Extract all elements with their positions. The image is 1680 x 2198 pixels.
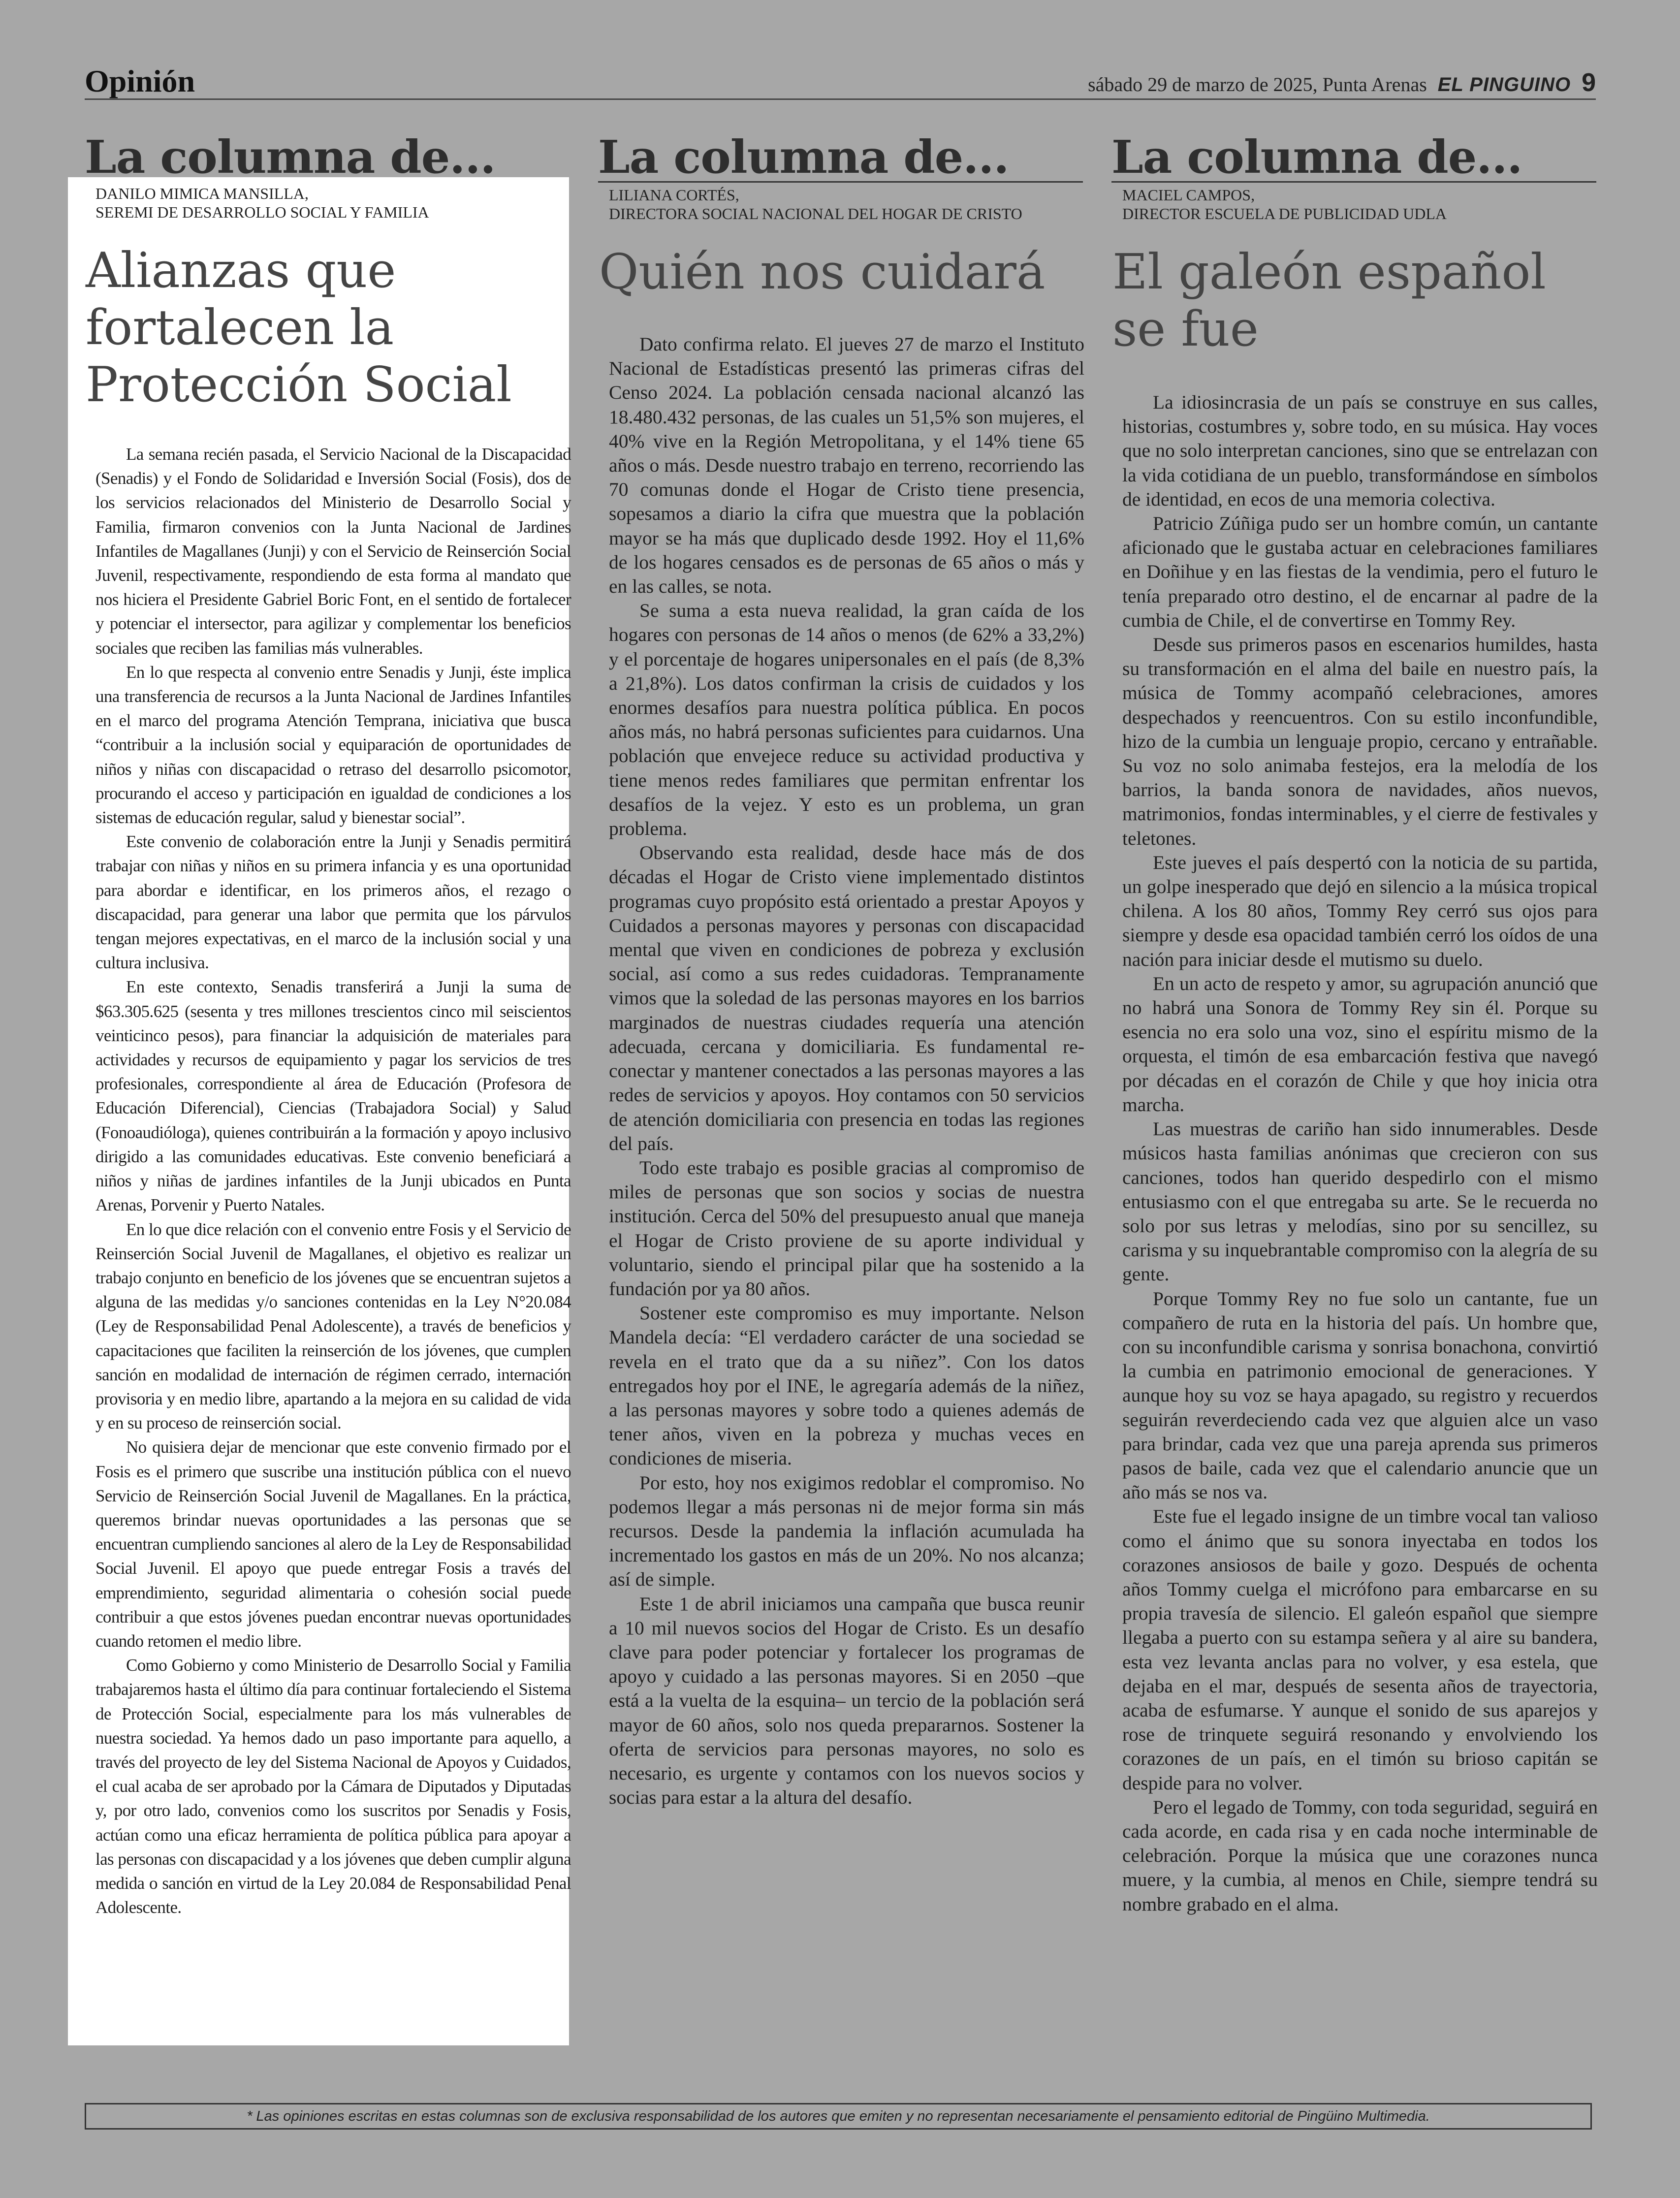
author-name: DANILO MIMICA MANSILLA, bbox=[95, 185, 309, 202]
paragraph: En un acto de respeto y amor, su agrupación anunció que no habrá una Sonora de Tommy Rey sin él. Porque su esencia no era solo una voz, sino el espíritu mismo de la orquesta, el timón de esa embarcación festiva que navegó por décadas en el corazón de Chile y que hoy inicia otra marcha. bbox=[1122, 972, 1598, 1115]
headline: El galeón español se fue bbox=[1112, 244, 1546, 357]
newspaper-name: EL PINGUINO bbox=[1437, 74, 1571, 96]
paragraph: Este fue el legado insigne de un timbre vocal tan valioso como el ánimo que su sonora inyectaba en todos los corazones ansiosos de baile y gozo. Después de ochenta años Tommy cuelga el micrófono para embarcarse en su propia travesía de silencio. El galeón español que siempre llegaba a puerto con su estampa señera y al aire su bandera, esta vez levanta anclas para no volver, y esa estela, que dejaba en el mar, después de sesenta años de trayectoria, acaba de esfumarse. Y aunque el sonido de sus aparejos y rose de trinquete seguirá resonando y envolviendo los corazones de un país, en el timón su brioso capitán se despide para no volver. bbox=[1122, 1505, 1598, 1794]
date-line: sábado 29 de marzo de 2025, Punta Arenas bbox=[1088, 73, 1427, 96]
paragraph: Sostener este compromiso es muy importante. Nelson Mandela decía: “El verdadero carácter de una sociedad se revela en el trato que da a su niñez”. Con los datos entregados hoy por el INE, le agregaría además de la niñez, a las personas mayores y sobre todo a quienes además de tener años, viven en la pobreza y muchas veces en condiciones de miseria. bbox=[609, 1302, 1084, 1469]
headline: Quién nos cuidará bbox=[599, 244, 1046, 300]
paragraph: Como Gobierno y como Ministerio de Desarrollo Social y Familia trabajaremos hasta el último día para continuar fortaleciendo el Sistema de Protección Social, especialmente para los más vulnerables de nuestra sociedad. Ya hemos dado un paso importante para aquello, a través del proyecto de ley del Sistema Nacional de Apoyos y Cuidados, el cual acaba de ser aprobado por la Cámara de Diputados y Diputadas y, por otro lado, convenios como los suscritos por Senadis y Fosis, actúan como una eficaz herramienta de política pública para apoyar a las personas con discapacidad y a los jóvenes que deben cumplir alguna medida o sanción en virtud de la Ley 20.084 de Responsabilidad Penal Adolescente. bbox=[95, 1656, 571, 1917]
column-1 bbox=[85, 130, 577, 1919]
article-body bbox=[1111, 390, 1604, 1916]
paragraph: Observando esta realidad, desde hace más de dos décadas el Hogar de Cristo viene implementado distintos programas cuyo propósito está orientado a prestar Apoyos y Cuidados a personas mayores y personas con discapacidad mental que viven en condiciones de pobreza y exclusión social, así como a sus redes cuidadoras. Tempranamente vimos que la soledad de las personas mayores en los barrios marginados de nuestras ciudades requería una atención adecuada, cercana y domiciliaria. Es fundamental re-conectar y mantener conectados a las personas mayores a las redes de servicios y apoyos. Hoy contamos con 50 servicios de atención domiciliaria con presencia en todas las regiones del país. bbox=[609, 842, 1084, 1154]
header-meta bbox=[1088, 68, 1596, 97]
author-role: DIRECTOR ESCUELA DE PUBLICIDAD UDLA bbox=[1122, 205, 1447, 223]
headline: Alianzas que fortalecen la Protección Social bbox=[86, 243, 512, 413]
author-name: MACIEL CAMPOS, bbox=[1122, 186, 1255, 204]
article-body bbox=[598, 332, 1090, 1810]
disclaimer-box bbox=[85, 2103, 1592, 2130]
column-title: La columna de... bbox=[85, 130, 496, 184]
page-number: 9 bbox=[1582, 68, 1596, 97]
paragraph: En lo que respecta al convenio entre Senadis y Junji, éste implica una transferencia de recursos a la Junta Nacional de Jardines Infantiles en el marco del programa Atención Temprana, iniciativa que busca “contribuir a la inclusión social y equiparación de oportunidades de niños y niñas con discapacidad o retraso del desarrollo psicomotor, procurando el acceso y participación en igualdad de condiciones a los sistemas de educación regular, salud y bienestar social”. bbox=[95, 662, 571, 828]
column-title: La columna de... bbox=[598, 130, 1009, 184]
paragraph: Desde sus primeros pasos en escenarios humildes, hasta su transformación en el alma del baile en nuestro país, la música de Tommy acompañó celebraciones, amores despechados y reencuentros. Con su estilo inconfundible, hizo de la cumbia un lenguaje propio, cercano y entrañable. Su voz no solo animaba festejos, era la melodía de los barrios, la banda sonora de navidades, años nuevos, matrimonios, fondas interminables, y el cierre de festivales y teletones. bbox=[1122, 634, 1598, 849]
paragraph: Las muestras de cariño han sido innumerables. Desde músicos hasta familias anónimas que crecieron con sus canciones, todos han querido despedirlo con el mismo entusiasmo con el que entregaba su arte. Se le recuerda no solo por sus letras y melodías, sino por su sencillez, su carisma y su inquebrantable compromiso con la alegría de su gente. bbox=[1122, 1118, 1598, 1285]
paragraph: Dato confirma relato. El jueves 27 de marzo el Instituto Nacional de Estadísticas presentó las primeras cifras del Censo 2024. La población censada nacional alcanzó las 18.480.432 personas, de las cuales un 51,5% son mujeres, el 40% vive en la Región Metropolitana, y el 14% tiene 65 años o más. Desde nuestro trabajo en terreno, recorriendo las 70 comunas donde el Hogar de Cristo tiene presencia, sopesamos a diario la cifra que muestra que la población mayor se ha más que duplicado desde 1992. Hoy el 11,6% de los hogares censados es de personas de 65 años o más y en las calles, se nota. bbox=[609, 333, 1084, 598]
paragraph: Por esto, hoy nos exigimos redoblar el compromiso. No podemos llegar a más personas ni de mejor forma sin más recursos. Desde la pandemia la inflación acumulada ha incrementado los gastos en más de un 20%. No nos alcanza; así de simple. bbox=[609, 1471, 1084, 1591]
section-name: Opinión bbox=[85, 64, 195, 98]
author-role: DIRECTORA SOCIAL NACIONAL DEL HOGAR DE CRISTO bbox=[609, 205, 1022, 223]
column-2 bbox=[598, 130, 1090, 1810]
paragraph: No quisiera dejar de mencionar que este convenio firmado por el Fosis es el primero que suscribe una institución pública con el nuevo Servicio de Reinserción Social Juvenil de Magallanes. En la práctica, queremos brindar nuevas oportunidades a las personas que se encuentran cumpliendo sanciones al alero de la Ley de Responsabilidad Social Juvenil. El apoyo que puede entregar Fosis a través del emprendimiento, seguridad alimentaria o cohesión social puede contribuir a que estos jóvenes puedan encontrar nuevas oportunidades cuando retomen el medio libre. bbox=[95, 1437, 571, 1651]
paragraph: En este contexto, Senadis transferirá a Junji la suma de $63.305.625 (sesenta y tres millones trescientos cinco mil seiscientos veinticinco pesos), para financiar la adquisición de materiales para actividades y recursos de equipamiento y pagar los servicios de tres profesionales, correspondiente al área de Educación (Profesora de Educación Diferencial), Ciencias (Trabajadora Social) y Salud (Fonoaudióloga), quienes contribuirán a la formación y apoyo inclusivo dirigido a las comunidades educativas. Este convenio beneficiará a niños y niñas de jardines infantiles de la Junji ubicados en Punta Arenas, Porvenir y Puerto Natales. bbox=[95, 977, 571, 1215]
paragraph: Pero el legado de Tommy, con toda seguridad, seguirá en cada acorde, en cada risa y en cada noche interminable de celebración. Porque la música que une corazones nunca muere, y la cumbia, al menos en Chile, siempre tendrá su nombre grabado en el alma. bbox=[1122, 1796, 1598, 1915]
column-header bbox=[598, 130, 1090, 223]
column-header bbox=[85, 130, 577, 222]
paragraph: Se suma a esta nueva realidad, la gran caída de los hogares con personas de 14 años o menos (de 62% a 33,2%) y el porcentaje de hogares unipersonales en el país (de 8,3% a 21,8%). Los datos confirman la crisis de cuidados y los enormes desafíos para nuestra política pública. En pocos años más, no habrá personas suficientes para cuidarnos. Una población que envejece reduce su actividad productiva y tiene menos redes familiares que permitan enfrentar los desafíos de la vejez. Y esto es un problema, un gran problema. bbox=[609, 600, 1084, 840]
page-header bbox=[85, 64, 1596, 100]
column-header bbox=[1111, 130, 1604, 223]
disclaimer-text: * Las opiniones escritas en estas columnas son de exclusiva responsabilidad de los autores que emiten y no representan necesariamente el pensamiento editorial de Pingüino Multimedia. bbox=[247, 2108, 1430, 2124]
column-title: La columna de... bbox=[1111, 130, 1522, 184]
paragraph: La semana recién pasada, el Servicio Nacional de la Discapacidad (Senadis) y el Fondo de Solidaridad e Inversión Social (Fosis), dos de los servicios relacionados del Ministerio de Desarrollo Social y Familia, firmaron convenios con la Junta Nacional de Jardines Infantiles de Magallanes (Junji) y con el Servicio de Reinserción Social Juvenil, respectivamente, respondiendo de esta forma al mandato que nos hiciera el Presidente Gabriel Boric Font, en el sentido de fortalecer y potenciar el intersector, para agilizar y complementar los beneficios sociales que reciben las familias más vulnerables. bbox=[95, 445, 571, 658]
article-body bbox=[85, 442, 577, 1919]
paragraph: La idiosincrasia de un país se construye en sus calles, historias, costumbres y, sobre todo, en su música. Hay voces que no solo interpretan canciones, sino que se entrelazan con la vida cotidiana de un pueblo, transformándose en símbolos de identidad, en ecos de una memoria colectiva. bbox=[1122, 391, 1598, 510]
paragraph: Porque Tommy Rey no fue solo un cantante, fue un compañero de ruta en la historia del país. Un hombre que, con su inconfundible carisma y sonrisa bonachona, convirtió la cumbia en patrimonio emocional de generaciones. Y aunque hoy su voz se haya apagado, su registro y recuerdos seguirán reverdeciendo cada vez que alguien alce un vaso para brindar, cada vez que una pareja aprenda sus primeros pasos de baile, cada vez que el calendario anuncie que un año más se nos va. bbox=[1122, 1287, 1598, 1503]
column-3 bbox=[1111, 130, 1604, 1916]
paragraph: Este jueves el país despertó con la noticia de su partida, un golpe inesperado que dejó en silencio a la música tropical chilena. A los 80 años, Tommy Rey cerró sus ojos para siempre y desde esa opacidad también cerró los oídos de una nación para iniciar desde el mutismo su duelo. bbox=[1122, 851, 1598, 970]
paragraph: Este convenio de colaboración entre la Junji y Senadis permitirá trabajar con niñas y niños en su primera infancia y es una oportunidad para abordar e identificar, en los primeros años, el rezago o discapacidad, para generar una labor que permita que los párvulos tengan mejores expectativas, en el marco de la inclusión social y una cultura inclusiva. bbox=[95, 832, 571, 973]
paragraph: En lo que dice relación con el convenio entre Fosis y el Servicio de Reinserción Social Juvenil de Magallanes, el objetivo es realizar un trabajo conjunto en beneficio de los jóvenes que se encuentran sujetos a alguna de las medidas y/o sanciones contenidas en la Ley N°20.084 (Ley de Responsabilidad Penal Adolescente), a través de beneficios y capacitaciones que faciliten la reinserción de los jóvenes, que cumplen sanción en modalidad de internación de régimen cerrado, internación provisoria y en medio libre, apartando a la mejora en su calidad de vida y en su proceso de reinserción social. bbox=[95, 1219, 571, 1433]
author-name: LILIANA CORTÉS, bbox=[609, 186, 739, 204]
paragraph: Este 1 de abril iniciamos una campaña que busca reunir a 10 mil nuevos socios del Hogar de Cristo. Es un desafío clave para poder potenciar y fortalecer los programas de apoyo y cuidado a las personas mayores. Si en 2050 –que está a la vuelta de la esquina– un tercio de la población será mayor de 60 años, solo nos queda prepararnos. Sostener la oferta de servicios para personas mayores, no solo es necesario, es urgente y contamos con los nuevos socios y socias para estar a la altura del desafío. bbox=[609, 1593, 1084, 1809]
author-role: SEREMI DE DESARROLLO SOCIAL Y FAMILIA bbox=[95, 203, 429, 221]
paragraph: Todo este trabajo es posible gracias al compromiso de miles de personas que son socios y socias de nuestra institución. Cerca del 50% del presupuesto anual que maneja el Hogar de Cristo proviene de su aporte individual y voluntario, siendo el principal pilar que ha sostenido a la fundación por ya 80 años. bbox=[609, 1156, 1084, 1300]
paragraph: Patricio Zúñiga pudo ser un hombre común, un cantante aficionado que le gustaba actuar en celebraciones familiares en Doñihue y en las fiestas de la vendimia, pero el futuro le tenía preparado otro destino, el de encarnar al padre de la cumbia de Chile, el de convertirse en Tommy Rey. bbox=[1122, 512, 1598, 631]
